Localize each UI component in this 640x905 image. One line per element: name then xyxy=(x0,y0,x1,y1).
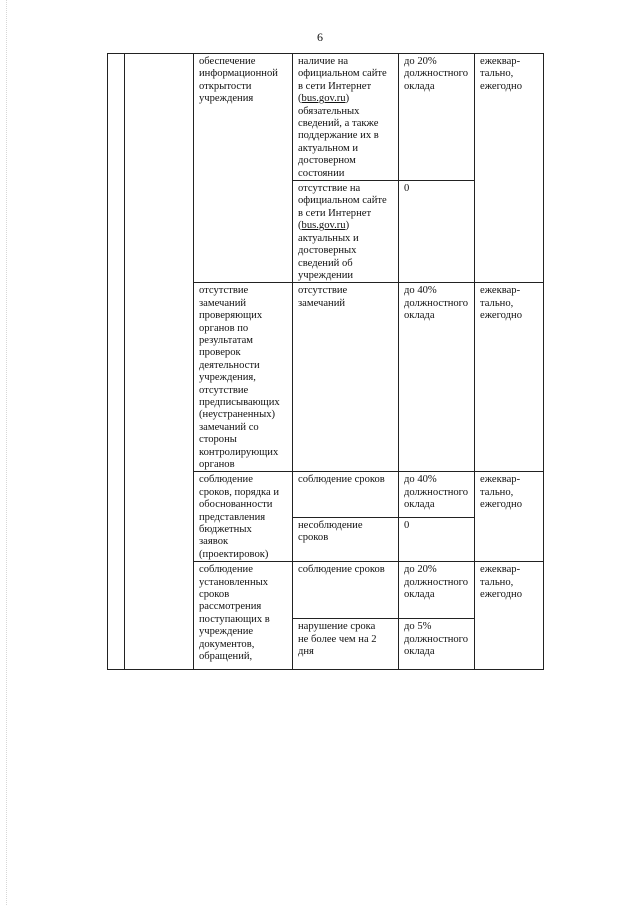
period-cell: ежеквар- тально, ежегодно xyxy=(475,562,544,670)
criterion-cell: отсутствие замечаний проверяющих органов по результатам проверок деятельности учреждения, отсутствие предписывающих (неустраненных) замечаний со стороны контролирующих органов xyxy=(194,283,293,472)
condition-text: наличие на официальном сайте в сети Интернет (bus.gov.ru) обязательных сведений, а также поддержание их в актуальном и достоверном состоянии xyxy=(298,56,387,179)
empty-cell-col2 xyxy=(125,54,194,670)
criteria-table xyxy=(107,53,544,670)
amount-cell: до 40% должностного оклада xyxy=(399,472,475,517)
amount-cell: 0 xyxy=(399,181,475,283)
condition-cell: несоблюдение сроков xyxy=(293,517,399,561)
condition-cell: нарушение срока не более чем на 2 дня xyxy=(293,619,399,670)
amount-cell: до 40% должностного оклада xyxy=(399,283,475,472)
amount-cell: до 20% должностного оклада xyxy=(399,54,475,181)
condition-cell: отсутствие на официальном сайте в сети Интернет (bus.gov.ru) актуальных и достоверных сведений об учреждении xyxy=(293,181,399,283)
site-link-text: bus.gov.ru xyxy=(301,93,346,105)
condition-cell: соблюдение сроков xyxy=(293,562,399,619)
criterion-cell: соблюдение сроков, порядка и обоснованности представления бюджетных заявок (проектировок) xyxy=(194,472,293,562)
page-number: 6 xyxy=(317,30,323,44)
amount-cell: до 20% должностного оклада xyxy=(399,562,475,619)
scan-edge-artifact xyxy=(6,0,8,905)
period-cell: ежеквар- тально, ежегодно xyxy=(475,54,544,283)
site-link-text: bus.gov.ru xyxy=(301,220,346,232)
criterion-cell: обеспечение информационной открытости учреждения xyxy=(194,54,293,283)
condition-cell xyxy=(293,54,399,181)
condition-cell: соблюдение сроков xyxy=(293,472,399,517)
period-cell: ежеквар- тально, ежегодно xyxy=(475,283,544,472)
amount-cell: до 5% должностного оклада xyxy=(399,619,475,670)
criterion-cell: соблюдение установленных сроков рассмотрения поступающих в учреждение документов, обращений, xyxy=(194,562,293,670)
empty-cell-col1 xyxy=(108,54,125,670)
table-row xyxy=(108,54,544,181)
condition-cell: отсутствие замечаний xyxy=(293,283,399,472)
period-cell: ежеквар- тально, ежегодно xyxy=(475,472,544,562)
amount-cell: 0 xyxy=(399,517,475,561)
